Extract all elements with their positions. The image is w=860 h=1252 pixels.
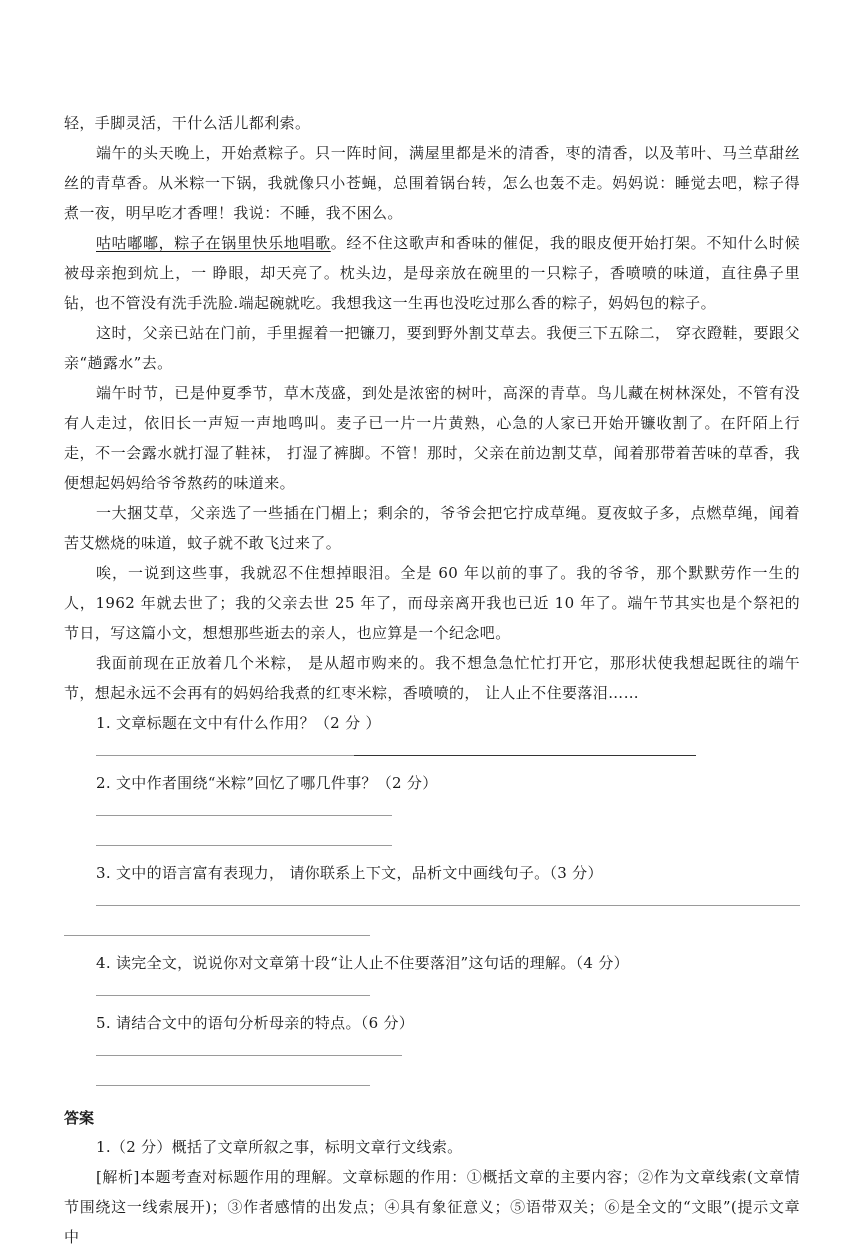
answer-line-5b[interactable] (64, 1068, 800, 1098)
answer-1: 1.（2 分）概括了文章所叙之事，标明文章行文线索。 (96, 1138, 463, 1156)
question-3: 3. 文中的语言富有表现力， 请你联系上下文，品析文中画线句子。（3 分） (96, 864, 603, 882)
paragraph-5: 一大捆艾草，父亲选了一些插在门楣上；剩余的，爷爷会把它拧成草绳。夏夜蚊子多，点燃草绳，闻着苦艾燃烧的味道，蚊子就不敢飞过来了。 (64, 504, 800, 552)
paragraph-4: 端午时节，已是仲夏季节，草木茂盛，到处是浓密的树叶，高深的青草。鸟儿藏在树林深处，不管有没有人走过，依旧长一声短一声地鸣叫。麦子已一片一片黄熟，心急的人家已开始开镰收割了。在阡陌上行走，不一会露水就打湿了鞋袜， 打湿了裤脚。不管！那时，父亲在前边割艾草，闻着那带着苦味的草香，我便想起妈妈给爷爷熬药的味道来。 (64, 384, 800, 492)
question-2: 2. 文中作者围绕“米粽”回忆了哪几件事？（2 分） (96, 774, 438, 792)
paragraph-2-rest: 。经不住这歌声和香味的催促，我的眼皮便开始打架。不知什么时候被母亲抱到炕上，一 睁眼，却天亮了。枕头边，是母亲放在碗里的一只粽子，香喷喷的味道，直往鼻子里钻，也不管没有洗手洗脸.端起碗就吃。我想我这一生再也没吃过那么香的粽子，妈妈包的粽子。 (64, 234, 800, 312)
answer-line-3a[interactable] (64, 888, 800, 918)
paragraph-6: 唉，一说到这些事，我就忍不住想掉眼泪。全是 60 年以前的事了。我的爷爷，那个默默劳作一生的人，1962 年就去世了；我的父亲去世 25 年了，而母亲离开我也已近 10 年了。端午节其实也是个祭祀的节日，写这篇小文，想想那些逝去的亲人，也应算是一个纪念吧。 (64, 564, 800, 642)
answer-line-2a[interactable] (64, 798, 800, 828)
underlined-sentence: 咕咕嘟嘟，粽子在锅里快乐地唱歌 (96, 234, 331, 252)
answer-line-3b[interactable] (64, 918, 800, 948)
question-4: 4. 读完全文，说说你对文章第十段“让人止不住要落泪”这句话的理解。（4 分） (96, 954, 629, 972)
answer-line-4[interactable] (64, 978, 800, 1008)
answer-line-5a[interactable] (64, 1038, 800, 1068)
paragraph-2 (64, 228, 800, 318)
answer-heading: 答案 (64, 1109, 95, 1127)
answer-1-analysis: [解析]本题考查对标题作用的理解。文章标题的作用：①概括文章的主要内容；②作为文章线索(文章情节围绕这一线索展开)；③作者感情的出发点；④具有象征意义；⑤语带双关；⑥是全文的“文眼”(提示文章中 (64, 1168, 800, 1246)
paragraph-7: 我面前现在正放着几个米粽， 是从超市购来的。我不想急急忙忙打开它，那形状使我想起既往的端午节，想起永远不会再有的妈妈给我煮的红枣米粽，香喷喷的， 让人止不住要落泪…… (64, 654, 800, 702)
answer-line-1[interactable] (64, 738, 800, 768)
document-page (64, 108, 800, 1252)
paragraph-0: 轻，手脚灵活，干什么活儿都利索。 (64, 114, 311, 132)
paragraph-3: 这时，父亲已站在门前，手里握着一把镰刀，要到野外割艾草去。我便三下五除二， 穿衣蹬鞋，要跟父亲“趟露水”去。 (64, 324, 800, 372)
question-5: 5. 请结合文中的语句分析母亲的特点。（6 分） (96, 1014, 415, 1032)
answer-line-2b[interactable] (64, 828, 800, 858)
paragraph-1: 端午的头天晚上，开始煮粽子。只一阵时间，满屋里都是米的清香，枣的清香，以及苇叶、马兰草甜丝丝的青草香。从米粽一下锅，我就像只小苍蝇，总围着锅台转，怎么也轰不走。妈妈说：睡觉去吧，粽子得煮一夜，明早吃才香哩！我说：不睡，我不困么。 (64, 144, 800, 222)
question-1: 1. 文章标题在文中有什么作用？（2 分 ） (96, 714, 381, 732)
